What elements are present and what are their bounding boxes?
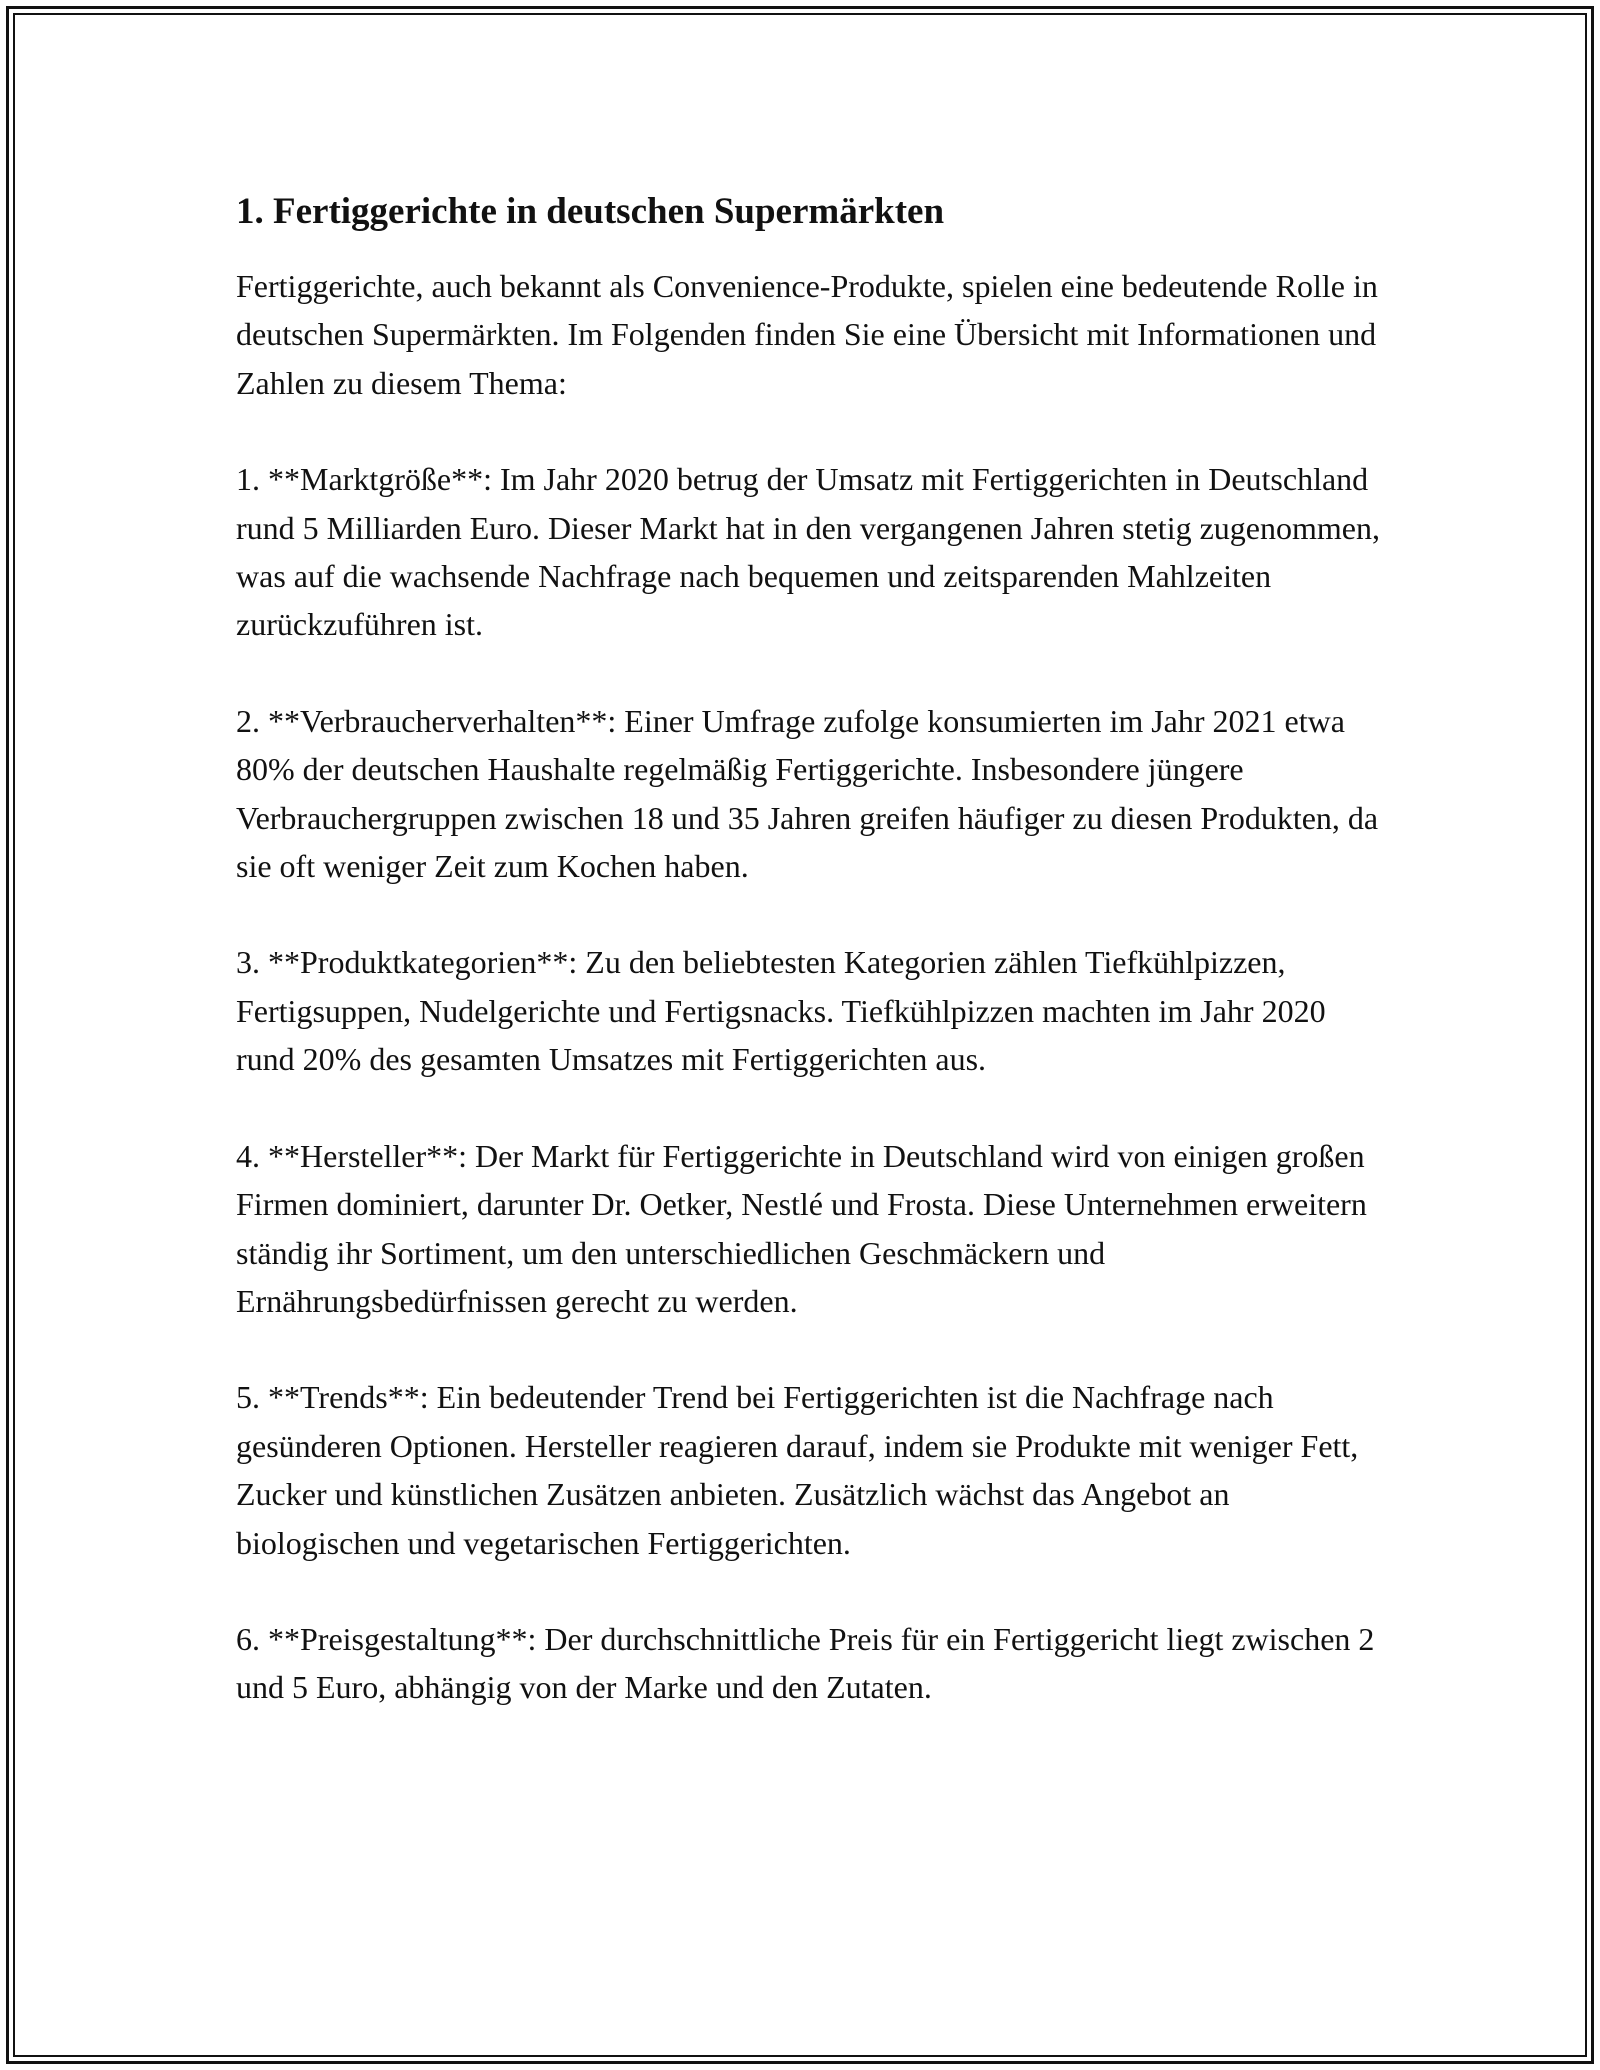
document-title: 1. Fertiggerichte in deutschen Supermärkten bbox=[236, 191, 945, 232]
list-item-verbraucherverhalten: 2. **Verbraucherverhalten**: Einer Umfrage zufolge konsumierten im Jahr 2021 etwa 80% der deutschen Haushalte regelmäßig Fertiggerichte. Insbesondere jüngere Verbrauchergruppen zwischen 18 und 35 Jahren greifen häufiger zu diesen Produkten, da sie oft weniger Zeit zum Kochen haben. bbox=[236, 702, 1379, 885]
list-item-marktgroesse: 1. **Marktgröße**: Im Jahr 2020 betrug der Umsatz mit Fertiggerichten in Deutschland rund 5 Milliarden Euro. Dieser Markt hat in den vergangenen Jahren stetig zugenommen, was auf die wachsende Nachfrage nach bequemen und zeitsparenden Mahlzeiten zurückzuführen ist. bbox=[236, 461, 1380, 643]
document-body bbox=[236, 186, 1386, 1712]
list-item-preisgestaltung: 6. **Preisgestaltung**: Der durchschnittliche Preis für ein Fertiggericht liegt zwischen 2 und 5 Euro, abhängig von der Marke und den Zutaten. bbox=[236, 1620, 1375, 1706]
list-item-trends: 5. **Trends**: Ein bedeutender Trend bei Fertiggerichten ist die Nachfrage nach gesünderen Optionen. Hersteller reagieren darauf, indem sie Produkte mit weniger Fett, Zucker und künstlichen Zusätzen anbieten. Zusätzlich wächst das Angebot an biologischen und vegetarischen Fertiggerichten. bbox=[236, 1379, 1359, 1561]
intro-paragraph: Fertiggerichte, auch bekannt als Convenience-Produkte, spielen eine bedeutende Rolle in deutschen Supermärkten. Im Folgenden finden Sie eine Übersicht mit Informationen und Zahlen zu diesem Thema: bbox=[236, 268, 1378, 401]
list-item-produktkategorien: 3. **Produktkategorien**: Zu den beliebtesten Kategorien zählen Tiefkühlpizzen, Fertigsuppen, Nudelgerichte und Fertigsnacks. Tiefkühlpizzen machten im Jahr 2020 rund 20% des gesamten Umsatzes mit Fertiggerichten aus. bbox=[236, 944, 1326, 1078]
list-item-hersteller: 4. **Hersteller**: Der Markt für Fertiggerichte in Deutschland wird von einigen großen Firmen dominiert, darunter Dr. Oetker, Nestlé und Frosta. Diese Unternehmen erweitern ständig ihr Sortiment, um den unterschiedlichen Geschmäckern und Ernährungsbedürfnissen gerecht zu werden. bbox=[236, 1137, 1367, 1319]
